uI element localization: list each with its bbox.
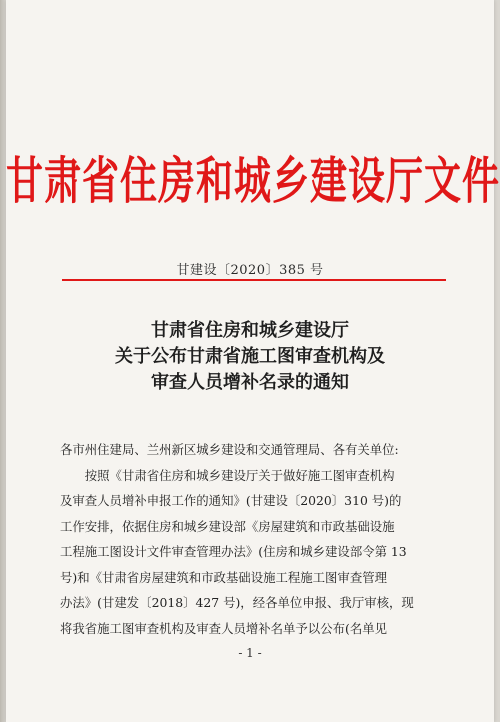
document-number: 甘建设〔2020〕385 号 [176, 263, 324, 278]
document-header-title: 甘肃省住房和城乡建设厅文件 [6, 150, 500, 211]
notice-title-line-1: 甘肃省住房和城乡建设厅 [151, 320, 349, 341]
body-line: 号)和《甘肃省房屋建筑和市政基础设施工程施工图审查管理 [60, 569, 387, 585]
header-red-divider [62, 279, 446, 281]
body-line: 及审查人员增补申报工作的通知》(甘建设〔2020〕310 号)的 [60, 493, 402, 508]
body-line: 工程施工图设计文件审查管理办法》(住房和城乡建设部令第 13 [60, 544, 407, 559]
page-number: - 1 - [238, 646, 262, 660]
document-page [6, 0, 500, 722]
body-line: 将我省施工图审查机构及审查人员增补名单予以公布(名单见 [60, 620, 387, 636]
body-line: 工作安排，依据住房和城乡建设部《房屋建筑和市政基础设施 [60, 518, 395, 534]
body-line-addressee: 各市州住建局、兰州新区城乡建设和交通管理局、各有关单位: [60, 442, 399, 457]
notice-title-line-3: 审查人员增补名录的通知 [151, 372, 349, 393]
body-line: 办法》(甘建发〔2018〕427 号)，经各单位申报、我厅审核，现 [60, 595, 414, 610]
notice-title-line-2: 关于公布甘肃省施工图审查机构及 [115, 346, 385, 367]
notice-title [6, 318, 494, 396]
notice-body [60, 437, 454, 641]
body-line: 按照《甘肃省住房和城乡建设厅关于做好施工图审查机构 [60, 467, 395, 483]
